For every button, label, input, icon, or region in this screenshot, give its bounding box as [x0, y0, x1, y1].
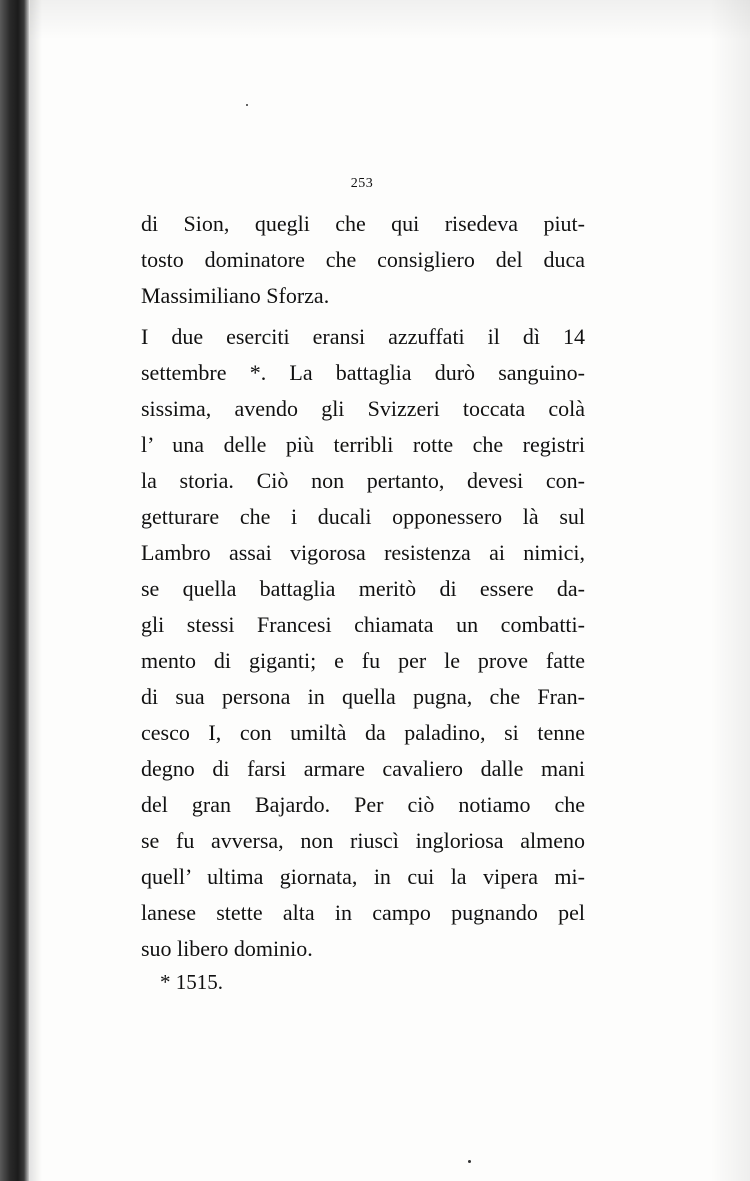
- footnote: * 1515.: [160, 970, 223, 994]
- text-line: I due eserciti eransi azzuffati il dì 14: [141, 324, 585, 349]
- body-text: [141, 206, 585, 967]
- text-line: settembre *. La battaglia durò sanguino-: [141, 360, 585, 385]
- text-line: sissima, avendo gli Svizzeri toccata colà: [141, 396, 585, 421]
- text-line: la storia. Ciò non pertanto, devesi con-: [141, 468, 585, 493]
- text-line: di Sion, quegli che qui risedeva piut-: [141, 211, 585, 236]
- page-right-shade: [710, 0, 750, 1181]
- text-line: mento di giganti; e fu per le prove fatte: [141, 648, 585, 673]
- text-line: di sua persona in quella pugna, che Fran-: [141, 684, 585, 709]
- text-line: del gran Bajardo. Per ciò notiamo che: [141, 792, 585, 817]
- text-line: quell’ ultima giornata, in cui la vipera mi-: [141, 864, 585, 889]
- text-line: cesco I, con umiltà da paladino, si tenne: [141, 720, 585, 745]
- text-line: getturare che i ducali opponessero là sul: [141, 504, 585, 529]
- text-line: se fu avversa, non riuscì ingloriosa almeno: [141, 828, 585, 853]
- paper-speck: [246, 104, 248, 106]
- text-line: suo libero dominio.: [141, 936, 313, 961]
- text-line: Massimiliano Sforza.: [141, 283, 330, 308]
- paper-speck: [468, 1160, 471, 1163]
- text-line: l’ una delle più terribli rotte che registri: [141, 432, 585, 457]
- text-line: se quella battaglia meritò di essere da-: [141, 576, 585, 601]
- binding-shadow: [30, 0, 42, 1181]
- text-line: lanese stette alta in campo pugnando pel: [141, 900, 585, 925]
- text-line: degno di farsi armare cavaliero dalle mani: [141, 756, 585, 781]
- binding-edge: [0, 0, 30, 1181]
- text-line: tosto dominatore che consigliero del duca: [141, 247, 585, 272]
- page-top-shade: [30, 0, 750, 40]
- page-number: 253: [350, 176, 374, 191]
- text-line: gli stessi Francesi chiamata un combatti-: [141, 612, 585, 637]
- text-line: Lambro assai vigorosa resistenza ai nimici,: [141, 540, 585, 565]
